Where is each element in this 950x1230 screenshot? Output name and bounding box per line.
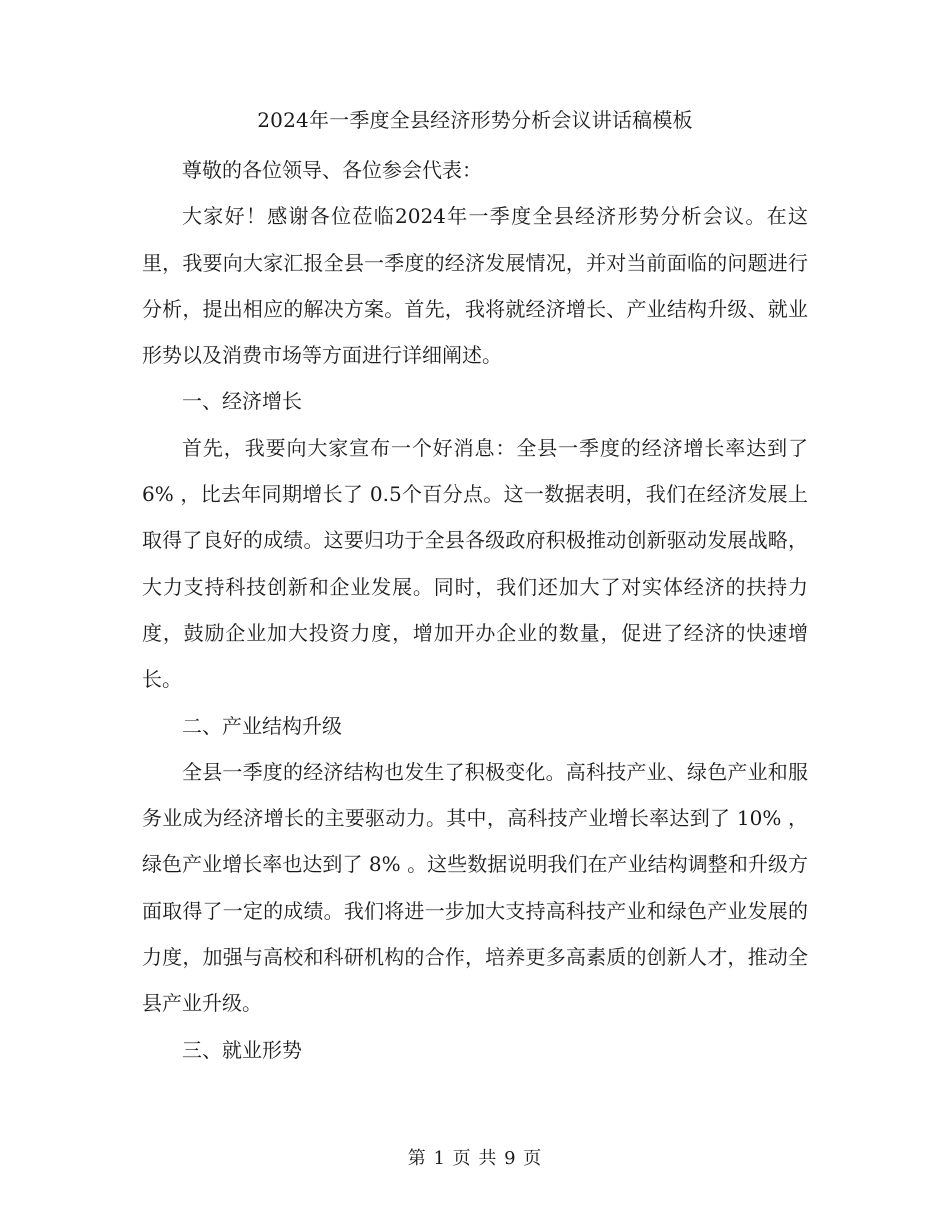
section-heading-economic-growth: 一、经济增长 — [182, 389, 302, 414]
document-title: 2024年一季度全县经济形势分析会议讲话稿模板 — [257, 108, 693, 132]
section-heading-employment: 三、就业形势 — [182, 1037, 302, 1062]
document-body — [142, 147, 808, 1073]
section-text-economic-growth: 首先，我要向大家宣布一个好消息：全县一季度的经济增长率达到了 6% ，比去年同期增长了 0.5个百分点。这一数据表明，我们在经济发展上取得了良好的成绩。这要归功于全县各级政府积极推动创新驱动发展战略，大力支持科技创新和企业发展。同时，我们还加大了对实体经济的扶持力度，鼓励企业加大投资力度，增加开办企业的数量，促进了经济的快速增长。 — [142, 435, 808, 692]
page-footer: 第 1 页 共 9 页 — [407, 1148, 543, 1169]
intro-paragraph: 大家好！感谢各位莅临2024年一季度全县经济形势分析会议。在这里，我要向大家汇报全县一季度的经济发展情况，并对当前面临的问题进行分析，提出相应的解决方案。首先，我将就经济增长、产业结构升级、就业形势以及消费市场等方面进行详细阐述。 — [142, 204, 808, 368]
section-heading-industrial-upgrade: 二、产业结构升级 — [182, 713, 342, 738]
salutation: 尊敬的各位领导、各位参会代表： — [182, 158, 482, 182]
section-text-industrial-upgrade: 全县一季度的经济结构也发生了积极变化。高科技产业、绿色产业和服务业成为经济增长的主要驱动力。其中，高科技产业增长率达到了 10% ，绿色产业增长率也达到了 8% 。这些数据说明我们在产业结构调整和升级方面取得了一定的成绩。我们将进一步加大支持高科技产业和绿色产业发展的力度，加强与高校和科研机构的合作，培养更多高素质的创新人才，推动全县产业升级。 — [142, 759, 808, 1016]
